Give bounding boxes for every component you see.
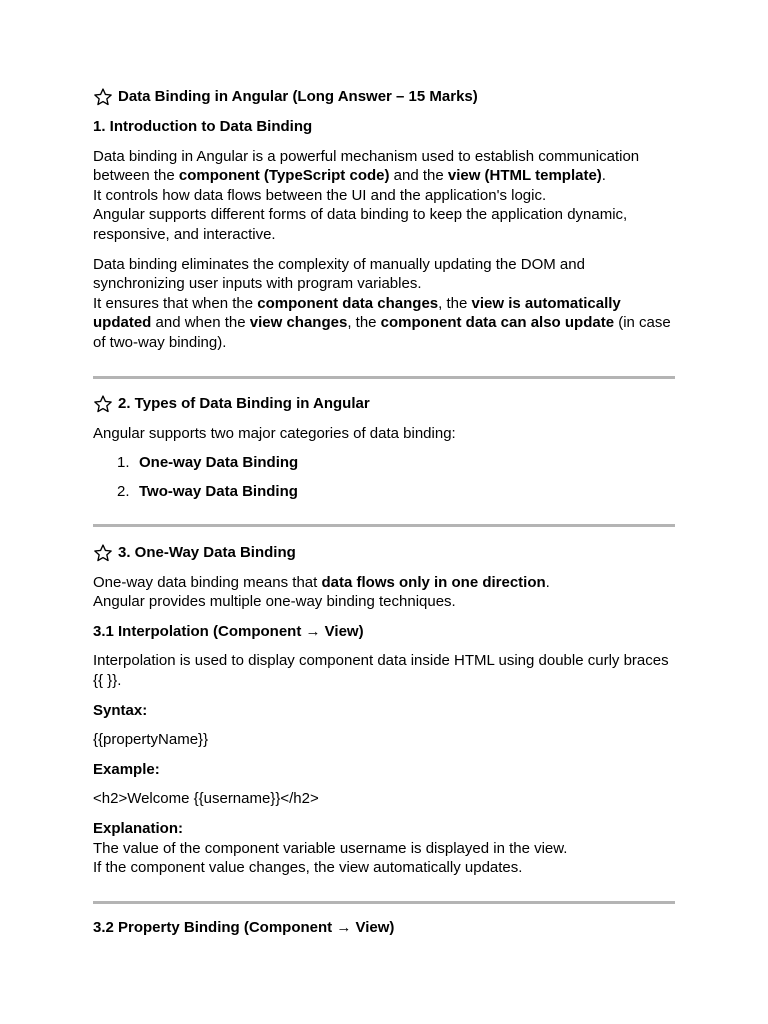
star-icon — [93, 394, 113, 414]
list-label: Two-way Data Binding — [139, 483, 298, 501]
types-heading-row — [93, 394, 675, 414]
title-text: Data Binding in Angular (Long Answer – 15 Marks) — [118, 88, 478, 106]
document-title — [93, 87, 675, 107]
explanation-label: Explanation: — [93, 820, 184, 838]
interpolation-heading: 3.1 Interpolation (Component → View) — [93, 622, 364, 640]
section-divider — [93, 901, 675, 904]
document-page — [93, 87, 675, 937]
list-number: 1. — [117, 454, 130, 472]
syntax-value: {{propertyName}} — [93, 731, 209, 749]
list-label: One-way Data Binding — [139, 454, 299, 472]
star-icon — [93, 87, 113, 107]
intro-paragraph-2: Data binding eliminates the complexity of manually updating the DOM and synchronizing user inputs with program variables. It ensures that when the component data changes, the view is automatically updated and when the view changes, the component data can also update (in case of two-way binding). — [93, 255, 671, 351]
list-item — [93, 453, 675, 473]
types-heading: 2. Types of Data Binding in Angular — [118, 394, 370, 412]
example-value: <h2>Welcome {{username}}</h2> — [93, 790, 319, 808]
explanation-block — [93, 819, 675, 878]
list-item — [93, 482, 675, 502]
oneway-heading: 3. One-Way Data Binding — [118, 543, 296, 561]
oneway-heading-row — [93, 543, 675, 563]
list-number: 2. — [117, 483, 130, 501]
explanation-line-1: The value of the component variable username is displayed in the view. — [93, 839, 568, 857]
oneway-paragraph: One-way data binding means that data flows only in one direction. Angular provides multiple one-way binding techniques. — [93, 573, 550, 611]
types-list — [93, 453, 675, 502]
intro-heading: 1. Introduction to Data Binding — [93, 118, 313, 135]
explanation-line-2: If the component value changes, the view automatically updates. — [93, 859, 523, 877]
section-divider — [93, 524, 675, 527]
example-label: Example: — [93, 760, 160, 778]
interpolation-text: Interpolation is used to display component data inside HTML using double curly braces {{ }}. — [93, 652, 669, 690]
section-divider — [93, 376, 675, 379]
intro-paragraph-1: Data binding in Angular is a powerful mechanism used to establish communication between the component (TypeScript code) and the view (HTML template). It controls how data flows between the UI and the application's logic. Angular supports different forms of data binding to keep the application dynamic, responsive, and interactive. — [93, 147, 640, 243]
property-binding-heading: 3.2 Property Binding (Component → View) — [93, 918, 395, 936]
star-icon — [93, 543, 113, 563]
types-lead: Angular supports two major categories of data binding: — [93, 424, 456, 442]
syntax-label: Syntax: — [93, 701, 148, 719]
